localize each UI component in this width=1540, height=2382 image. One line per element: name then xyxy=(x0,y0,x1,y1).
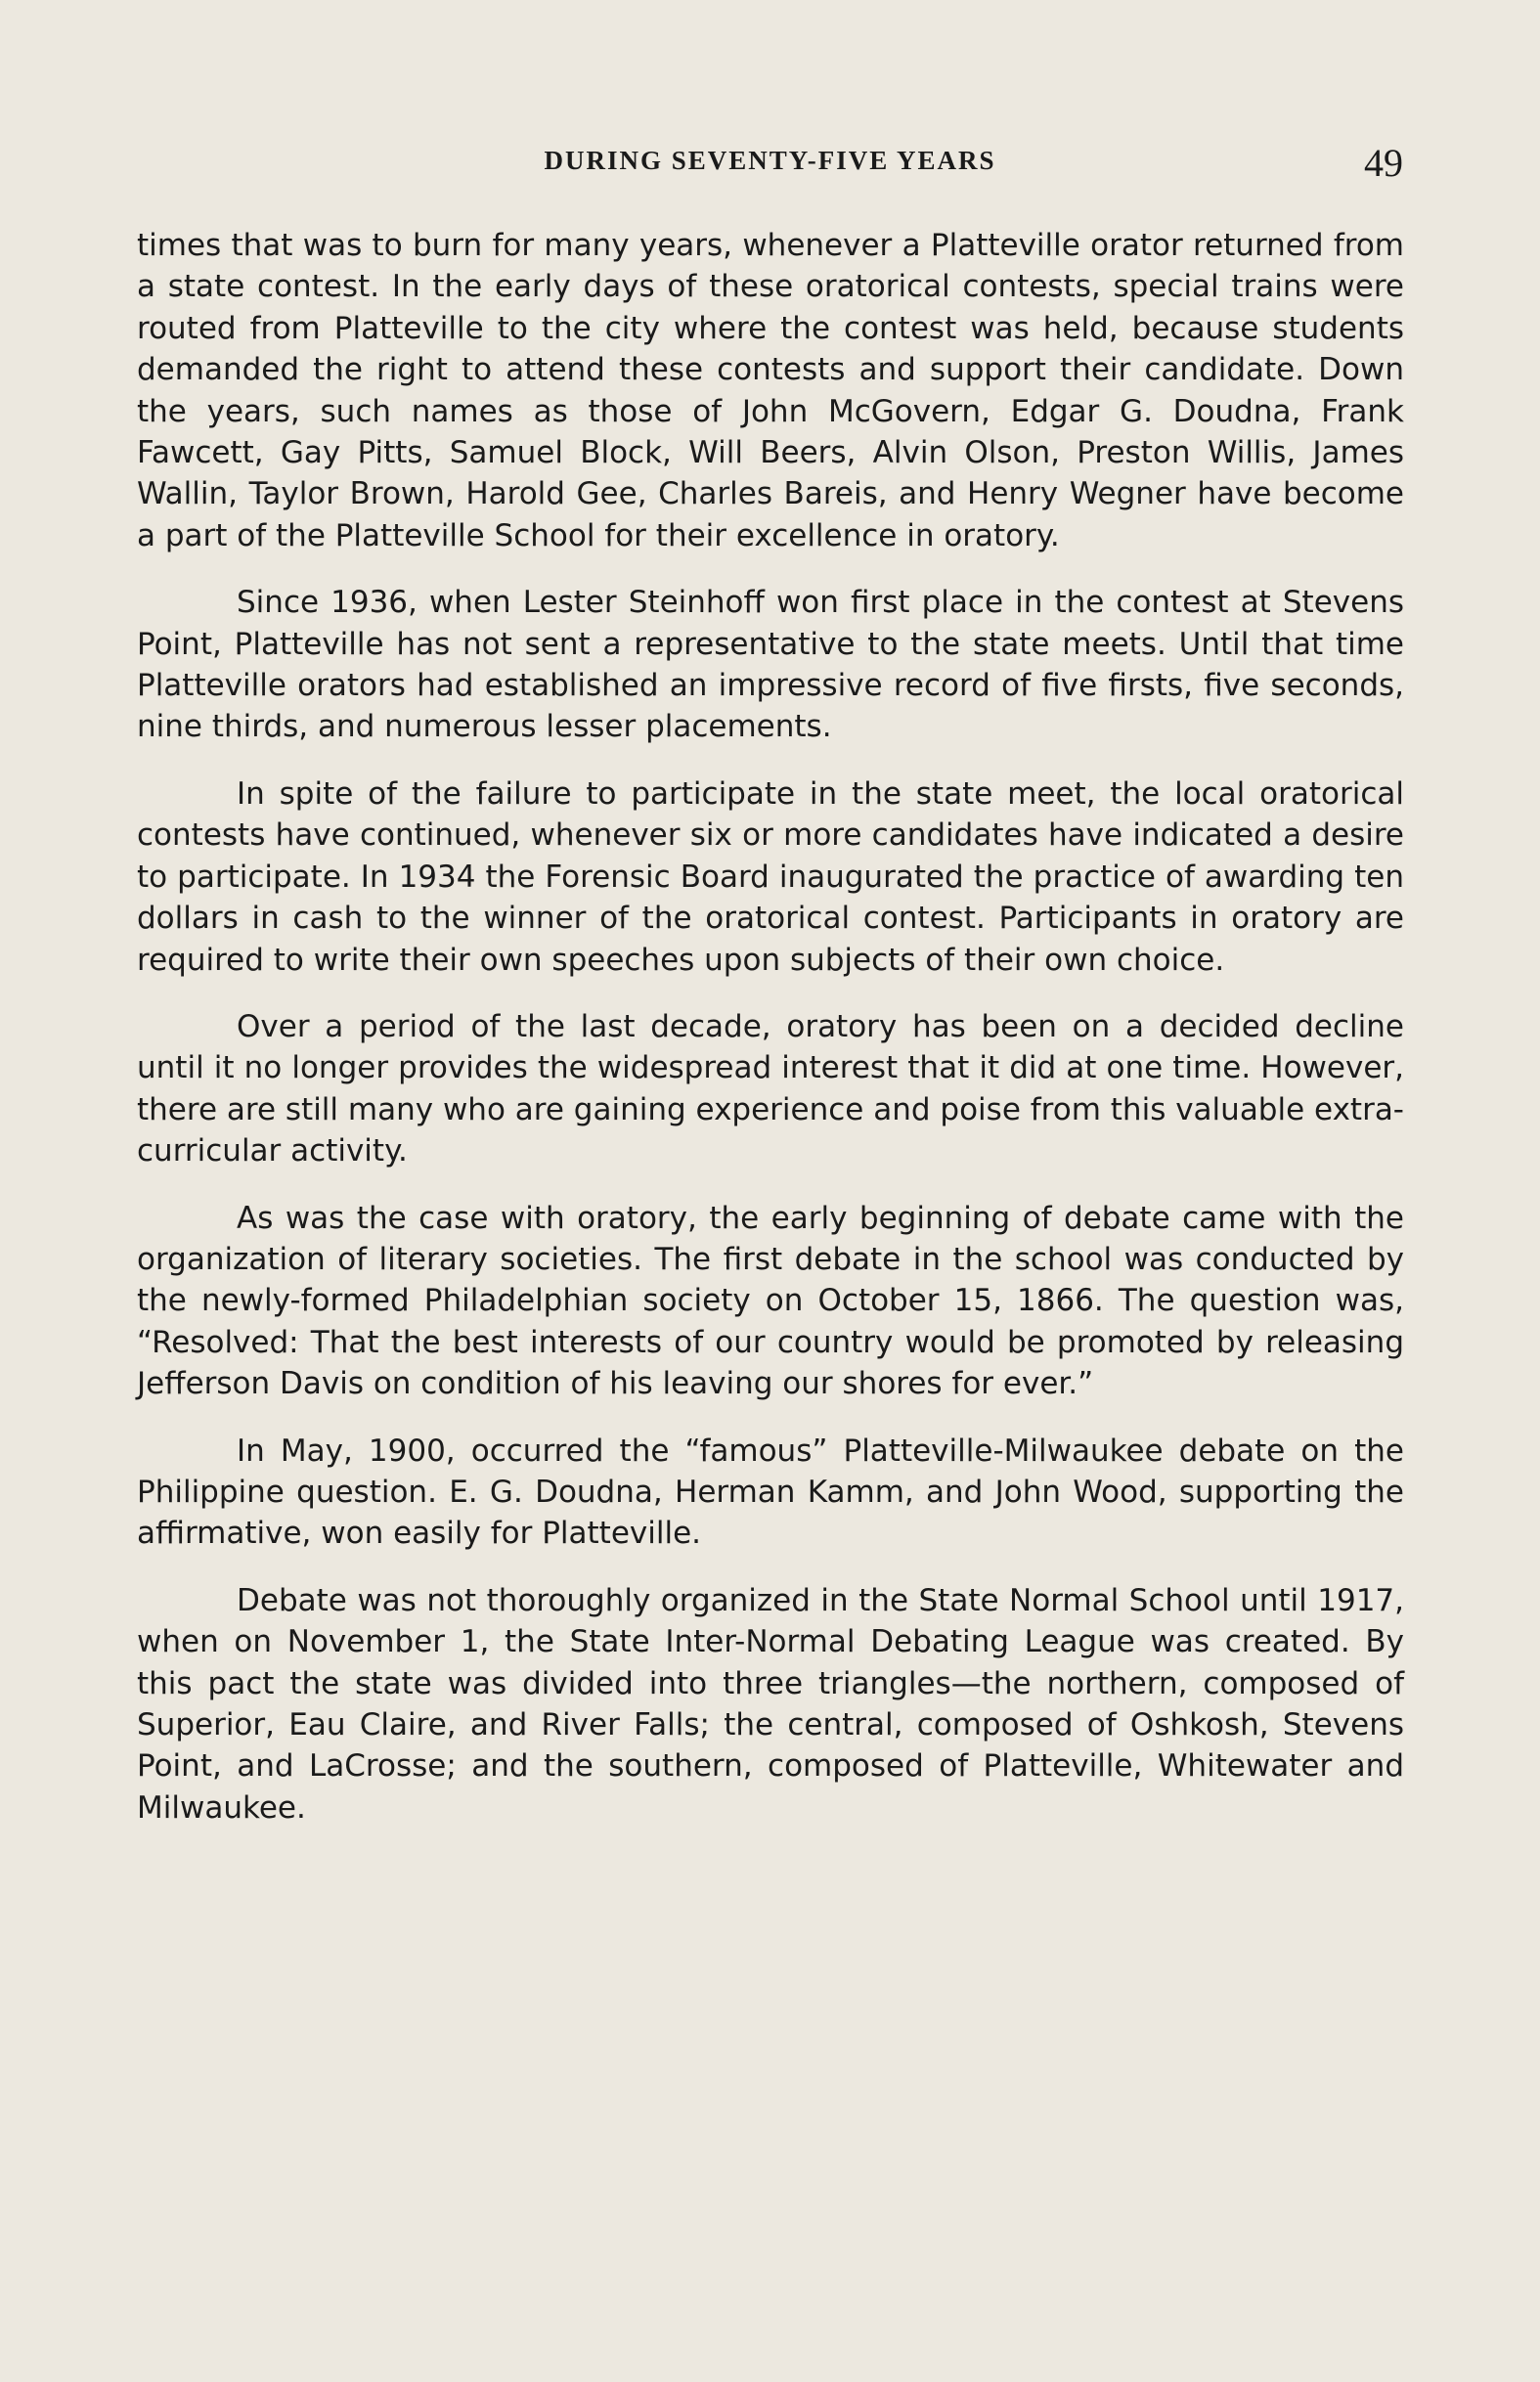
running-header xyxy=(137,140,1403,189)
paragraph-debating-league: Debate was not thoroughly organized in the State Normal School until 1917, when on November 1, the State Inter-Normal Debating League was created. By this pact the state was divided into three triangles—the northern, composed of Superior, Eau Claire, and River Falls; the central, composed of Oshkosh, Stevens Point, and LaCrosse; and the southern, composed of Platteville, Whitewater and Milwaukee. xyxy=(137,1582,1404,1826)
paragraph-first-debate: As was the case with oratory, the early beginning of debate came with the organization of literary societies. The first debate in the school was conducted by the newly-formed Philadelphian society on October 15, 1866. The question was, “Resolved: That the best interests of our country would be promoted by releasing Jefferson Davis on condition of his leaving our shores for ever.” xyxy=(137,1200,1404,1402)
paragraph-state-record: Since 1936, when Lester Steinhoff won first place in the contest at Stevens Point, Platteville has not sent a representative to the state meets. Until that time Platteville orators had established an impressive record of five firsts, five seconds, nine thirds, and numerous lesser placements. xyxy=(137,585,1404,745)
page-number: 49 xyxy=(1364,141,1403,185)
paragraph-local-contests: In spite of the failure to participate in the state meet, the local oratorical contests have continued, whenever six or more candidates have indicated a desire to participate. In 1934 the Forensic Board inaugurated the practice of awarding ten dollars in cash to the winner of the oratorical contest. Participants in oratory are required to write their own speeches upon subjects of their own choice. xyxy=(137,775,1404,978)
running-title: DURING SEVENTY-FIVE YEARS xyxy=(544,146,996,175)
paragraph-oratory-decline: Over a period of the last decade, oratory has been on a decided decline until it no longer provides the widespread interest that it did at one time. However, there are still many who are gaining experience and poise from this valuable extra-curricular activity. xyxy=(137,1008,1404,1169)
paragraph-oratory-history: times that was to burn for many years, whenever a Platteville orator returned from a state contest. In the early days of these oratorical contests, special trains were routed from Platteville to the city where the contest was held, because students demanded the right to attend these contests and support their candidate. Down the years, such names as those of John McGovern, Edgar G. Doudna, Frank Fawcett, Gay Pitts, Samuel Block, Will Beers, Alvin Olson, Preston Willis, James Wallin, Taylor Brown, Harold Gee, Charles Bareis, and Henry Wegner have become a part of the Platteville School for their excellence in oratory. xyxy=(137,228,1404,553)
body-text xyxy=(137,225,1404,1854)
paragraph-famous-debate: In May, 1900, occurred the “famous” Platteville-Milwaukee debate on the Philippine question. E. G. Doudna, Herman Kamm, and John Wood, supporting the affirmative, won easily for Platteville. xyxy=(137,1433,1404,1552)
